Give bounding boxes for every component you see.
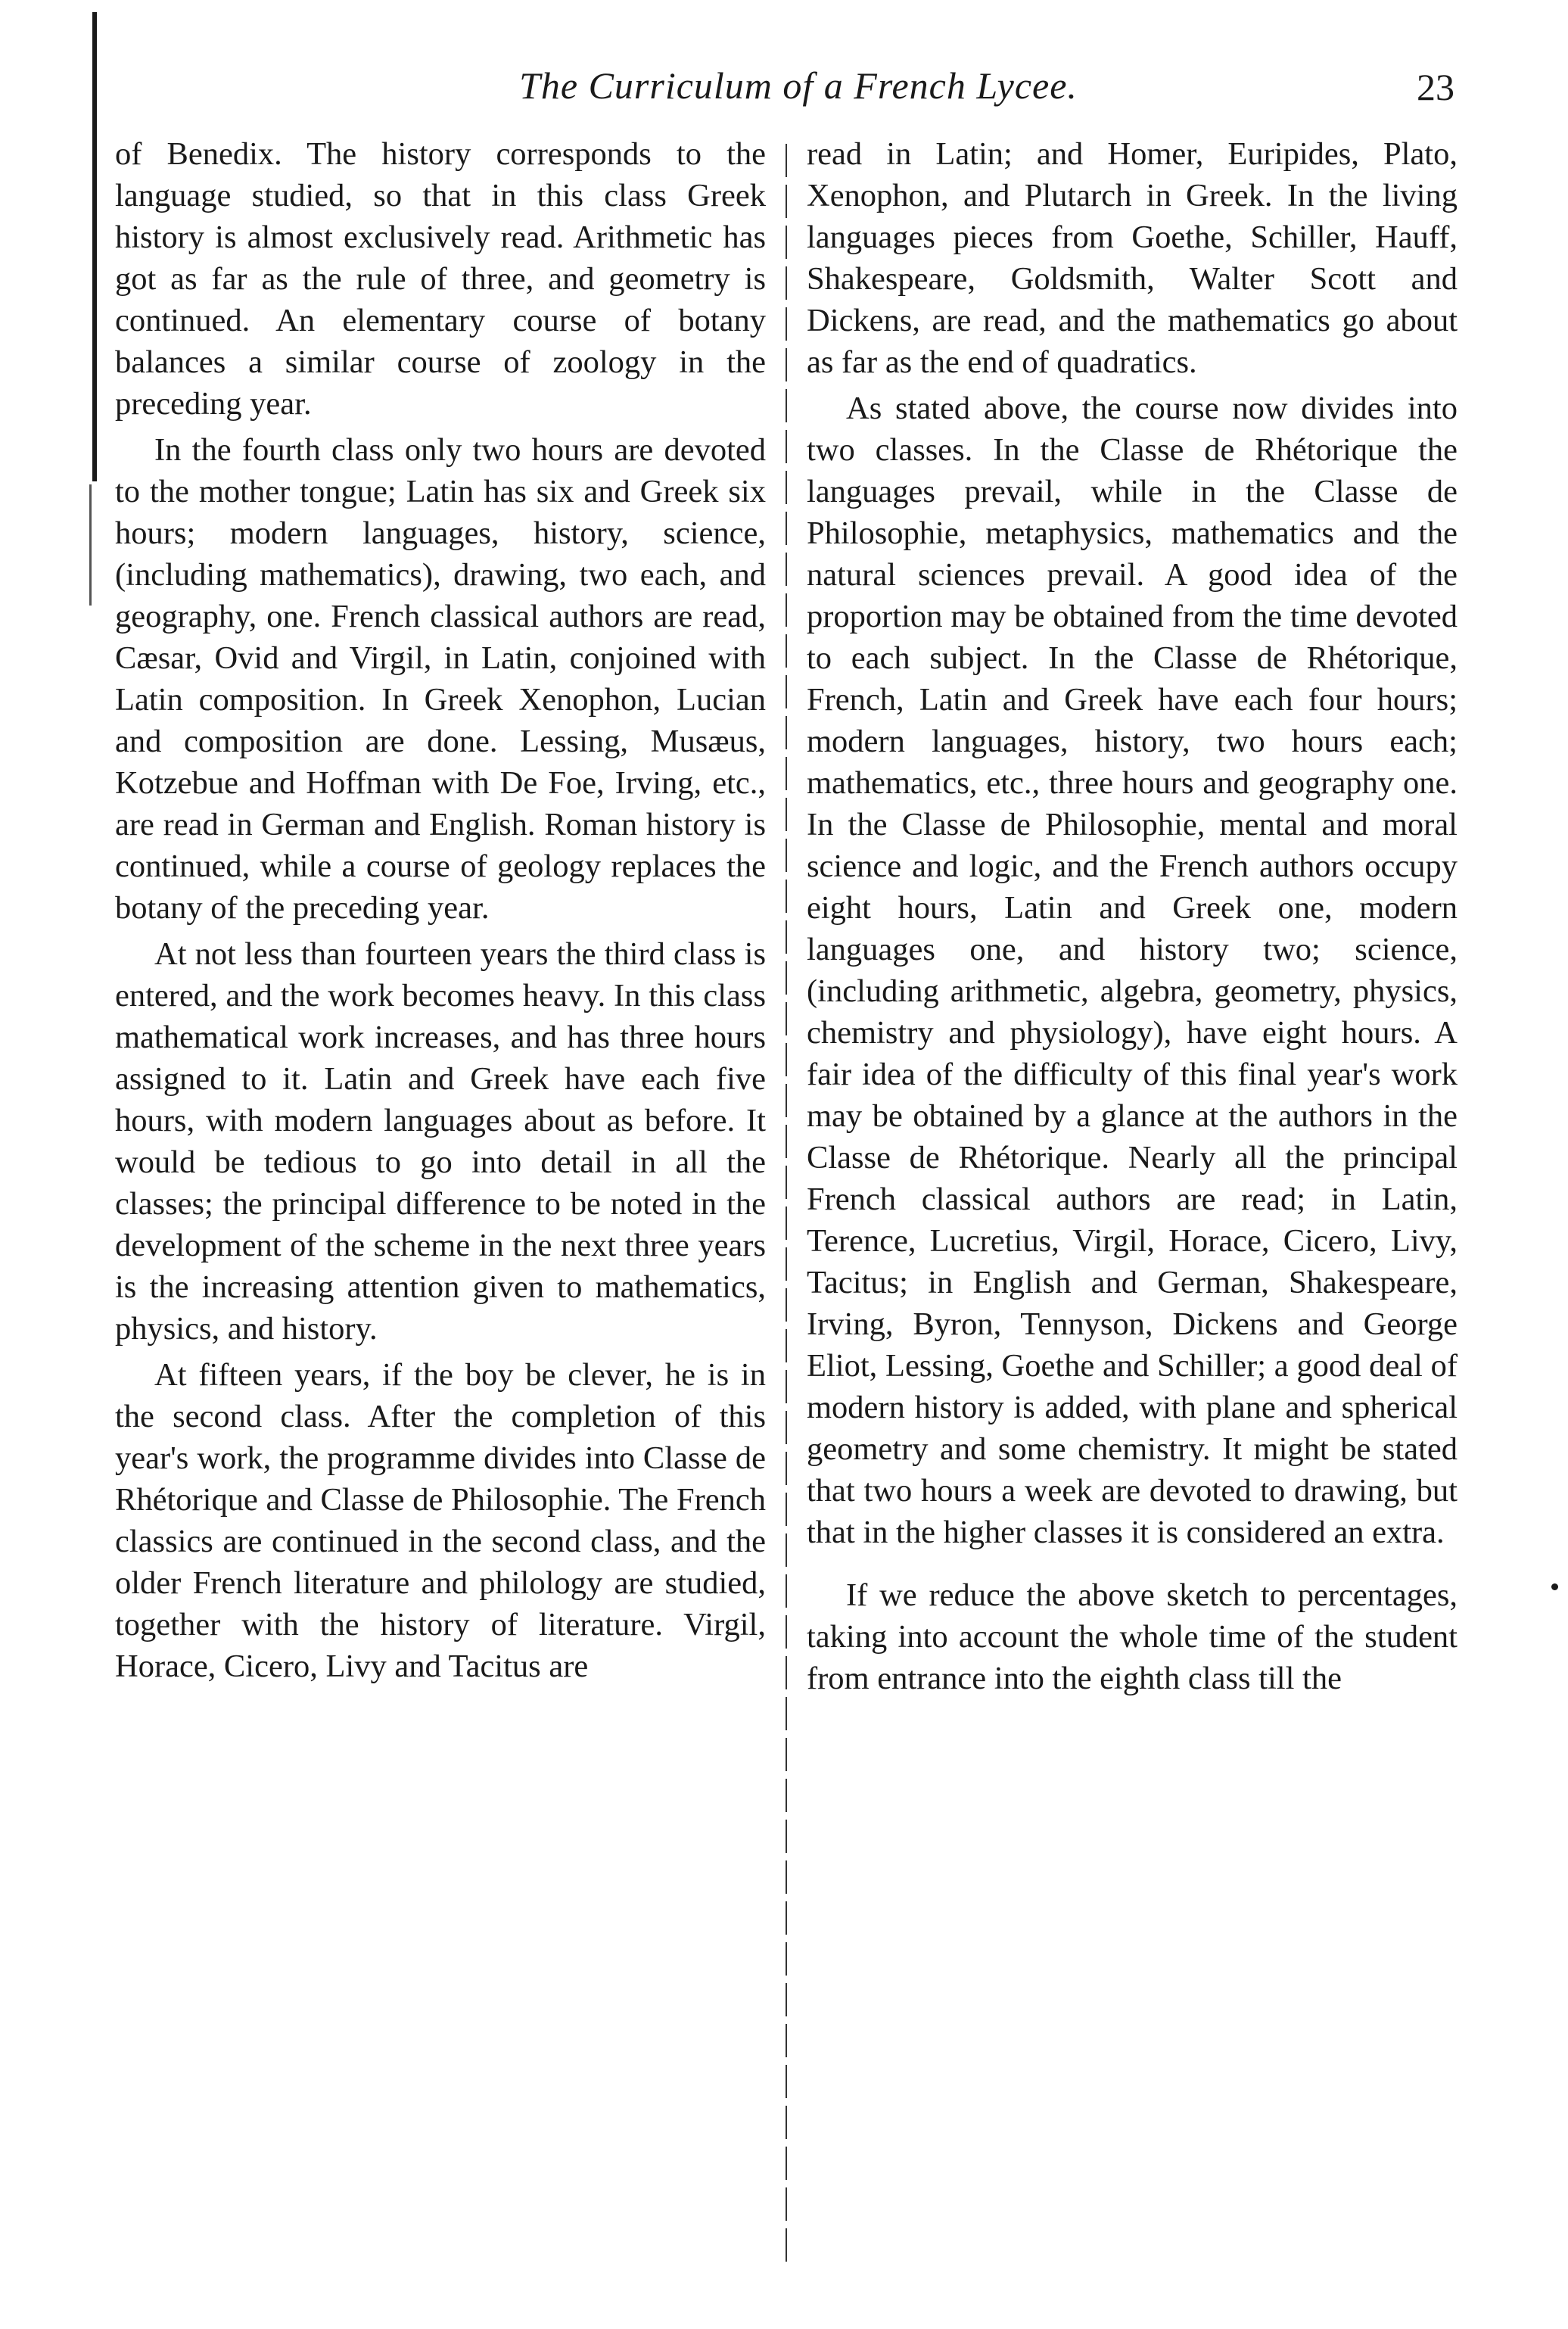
left-column xyxy=(115,133,766,1687)
paragraph: As stated above, the course now divides into two classes. In the Classe de Rhétorique the languages prevail, while in the Classe de Philosophie, metaphysics, mathematics and the natural sciences prevail. A good idea of the proportion may be obtained from the time devoted to each subject. In the Classe de Rhétorique, French, Latin and Greek have each four hours; modern languages, history, two hours each; mathematics, etc., three hours and geography one. In the Classe de Philosophie, mental and moral science and logic, and the French authors occupy eight hours, Latin and Greek one, modern languages one, and history two; science, (including arithmetic, algebra, geometry, physics, chemistry and physiology), have eight hours. A fair idea of the difficulty of this final year's work may be obtained by a glance at the authors in the Classe de Rhétorique. Nearly all the principal French classical authors are read; in Latin, Terence, Lucretius, Virgil, Horace, Cicero, Livy, Tacitus; in English and German, Shakespeare, Irving, Byron, Tennyson, Dickens and George Eliot, Lessing, Goethe and Schiller; a good deal of modern history is added, with plane and spherical geometry and some chemistry. It might be stated that two hours a week are devoted to drawing, but that in the higher classes it is considered an extra. xyxy=(807,391,1458,1550)
margin-dot xyxy=(1551,1583,1558,1590)
paragraph: At fifteen years, if the boy be clever, he is in the second class. After the completion of this year's work, the programme divides into Classe de Rhétorique and Classe de Philosophie. The French classics are continued in the second class, and the older French literature and philology are studied, together with the history of literature. Virgil, Horace, Cicero, Livy and Tacitus are xyxy=(115,1357,766,1684)
paragraph: If we reduce the above sketch to percentages, taking into account the whole time of the student from entrance into the eighth class till the xyxy=(807,1577,1458,1696)
page-header xyxy=(114,64,1483,124)
scan-edge-mark-lower xyxy=(89,484,92,606)
running-title: The Curriculum of a French Lycee. xyxy=(519,64,1078,107)
page-number: 23 xyxy=(1417,66,1454,108)
right-column xyxy=(807,133,1458,1699)
paragraph: At not less than fourteen years the third class is entered, and the work becomes heavy. In this class mathematical work increases, and has three hours assigned to it. Latin and Greek have each five hours, with modern languages about as before. It would be tedious to go into detail in all the classes; the principal difference to be noted in the development of the scheme in the next three years is the increasing attention given to mathematics, physics, and history. xyxy=(115,936,766,1347)
paragraph: read in Latin; and Homer, Euripides, Plato, Xenophon, and Plutarch in Greek. In the living languages pieces from Goethe, Schiller, Hauff, Shakespeare, Goldsmith, Walter Scott and Dickens, are read, and the mathematics go about as far as the end of quadratics. xyxy=(807,136,1458,380)
column-divider xyxy=(786,144,787,2263)
paragraph: In the fourth class only two hours are devoted to the mother tongue; Latin has six and Greek six hours; modern languages, history, science, (including mathematics), drawing, two each, and geography, one. French classical authors are read, Cæsar, Ovid and Virgil, in Latin, conjoined with Latin composition. In Greek Xenophon, Lucian and composition are done. Lessing, Musæus, Kotzebue and Hoffman with De Foe, Irving, etc., are read in German and English. Roman history is continued, while a course of geology replaces the botany of the preceding year. xyxy=(115,432,766,926)
paragraph: of Benedix. The history corresponds to the language studied, so that in this class Greek history is almost exclusively read. Arithmetic has got as far as the rule of three, and geometry is continued. An elementary course of botany balances a similar course of zoology in the preceding year. xyxy=(115,136,766,422)
scan-edge-mark xyxy=(92,12,97,481)
